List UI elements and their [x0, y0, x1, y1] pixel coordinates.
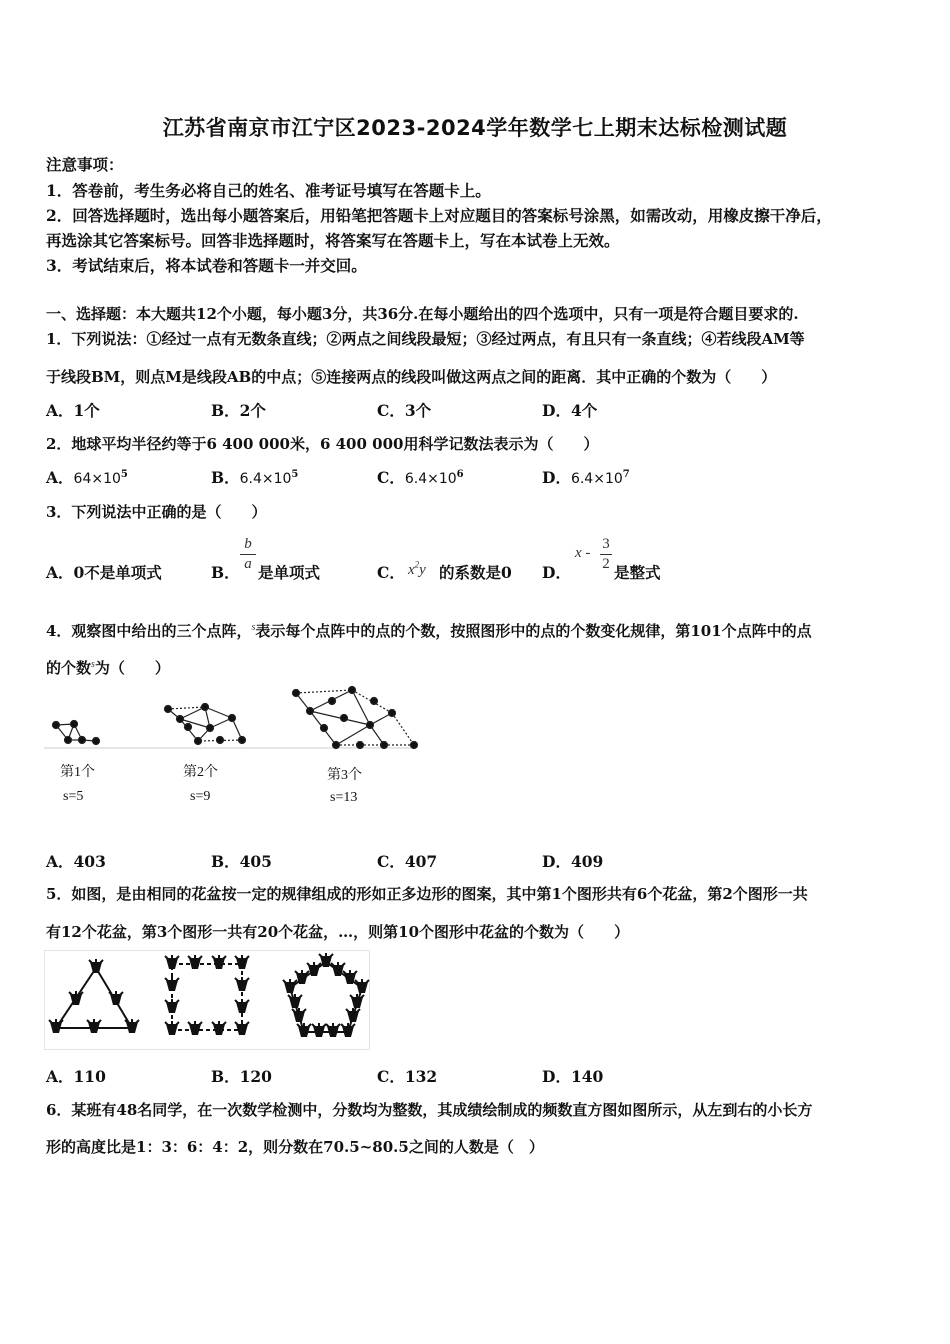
math-var: x [408, 562, 415, 578]
q4-option-c: C．407 [377, 852, 438, 871]
q5-option-b: B．120 [211, 1067, 272, 1086]
option-exponent: 6 [456, 468, 464, 480]
section-heading: 一、选择题：本大题共12个小题，每小题3分，共36分.在每小题给出的四个选项中，只有一项是符合题目要求的. [46, 305, 799, 323]
math-var: y [419, 562, 426, 578]
notice-item: 2．回答选择题时，选出每小题答案后，用铅笔把答题卡上对应题目的答案标号涂黑，如需改动，用橡皮擦干净后， [46, 206, 832, 225]
lattice-3 [293, 687, 418, 749]
math-var: s [91, 659, 95, 670]
fraction-denominator: 2 [602, 556, 610, 572]
q2-option-d [542, 466, 630, 488]
q5-option-a: A．110 [46, 1067, 106, 1086]
fraction-numerator: 3 [602, 536, 610, 552]
flowerpot-figure [44, 950, 370, 1050]
q3-option-a: A．0不是单项式 [46, 563, 162, 582]
lattice-1 [53, 721, 100, 745]
question-5-line: 5．如图，是由相同的花盆按一定的规律组成的形如正多边形的图案，其中第1个图形共有6个花盆，第2个图形一共 [46, 885, 808, 903]
q3-option-d-label: D． [542, 563, 571, 582]
q3-option-c-label: C． [377, 563, 405, 582]
option-label: B． [211, 468, 240, 487]
dot-lattice-figure [44, 685, 424, 755]
q3-option-b-fraction [240, 536, 256, 573]
lattice-1-caption: 第1个 [60, 765, 95, 780]
question-5-line: 有12个花盆，第3个图形一共有20个花盆，…，则第10个图形中花盆的个数为（ ） [46, 923, 630, 941]
text-span: 的个数 [46, 659, 92, 677]
notice-heading: 注意事项： [46, 155, 124, 174]
text-span: 表示每个点阵中的点的个数，按照图形中的点的个数变化规律，第101个点阵中的点 [255, 622, 812, 640]
question-6-line: 形的高度比是1：3：6：4：2，则分数在70.5~80.5之间的人数是（ ） [46, 1138, 544, 1156]
q3-option-c-expression [408, 559, 426, 579]
q1-option-b: B．2个 [211, 401, 266, 420]
option-exponent: 7 [622, 468, 630, 480]
fraction-denominator: a [244, 556, 252, 572]
q3-option-d-fraction [600, 536, 612, 573]
math-var: s [251, 622, 256, 633]
question-4-line [46, 620, 812, 641]
lattice-3-caption: 第3个 [327, 768, 362, 783]
option-exponent: 5 [291, 468, 299, 480]
fraction-numerator: b [244, 536, 252, 552]
notice-item: 3．考试结束后，将本试卷和答题卡一并交回。 [46, 256, 367, 275]
q1-option-c: C．3个 [377, 401, 432, 420]
q2-option-b [211, 466, 298, 488]
question-4-line [46, 657, 170, 678]
lattice-3-count: s=13 [330, 790, 358, 805]
text-span: 4．观察图中给出的三个点阵， [46, 622, 252, 640]
option-value: 6.4×10 [239, 471, 292, 487]
lattice-2-caption: 第2个 [183, 765, 218, 780]
notice-item: 再选涂其它答案标号。回答非选择题时，将答案写在答题卡上，写在本试卷上无效。 [46, 231, 620, 250]
fraction-bar [600, 554, 612, 555]
q3-option-b-label: B． [211, 563, 240, 582]
q4-option-a: A．403 [46, 852, 106, 871]
q1-option-a: A．1个 [46, 401, 100, 420]
q5-option-c: C．132 [377, 1067, 438, 1086]
page-title: 江苏省南京市江宁区2023-2024学年数学七上期末达标检测试题 [162, 116, 788, 140]
option-exponent: 5 [120, 468, 128, 480]
q4-option-b: B．405 [211, 852, 272, 871]
q3-option-d-expression: x - [575, 545, 591, 561]
math-exp: 2 [414, 559, 420, 570]
lattice-1-count: s=5 [63, 789, 84, 804]
q2-option-c [377, 466, 464, 488]
q2-option-a [46, 466, 128, 488]
lattice-2 [165, 704, 246, 745]
question-6-line: 6．某班有48名同学，在一次数学检测中，分数均为整数，其成绩绘制成的频数直方图如图所示，从左到右的小长方 [46, 1101, 813, 1119]
question-1-line: 1．下列说法：①经过一点有无数条直线；②两点之间线段最短；③经过两点，有且只有一条直线；④若线段AM等 [46, 330, 805, 348]
option-value: 6.4×10 [570, 471, 623, 487]
pattern-square [165, 955, 249, 1035]
fraction-bar [240, 554, 256, 555]
q1-option-d: D．4个 [542, 401, 598, 420]
question-1-line: 于线段BM，则点M是线段AB的中点；⑤连接两点的线段叫做这两点之间的距离．其中正确的个数为（ ） [46, 368, 777, 386]
q3-option-d-text: 是整式 [614, 563, 661, 582]
option-value: 64×10 [73, 471, 121, 487]
lattice-2-count: s=9 [190, 789, 211, 804]
option-label: C． [377, 468, 405, 487]
question-3-stem: 3．下列说法中正确的是（ ） [46, 503, 267, 521]
option-label: A． [46, 468, 74, 487]
pattern-triangle [49, 959, 139, 1033]
q5-option-d: D．140 [542, 1067, 604, 1086]
q4-option-d: D．409 [542, 852, 604, 871]
q3-option-b-text: 是单项式 [258, 563, 321, 582]
q3-option-c-text: 的系数是0 [439, 563, 512, 582]
notice-item: 1．答卷前，考生务必将自己的姓名、准考证号填写在答题卡上。 [46, 181, 491, 200]
pattern-pentagon [283, 953, 369, 1037]
option-label: D． [542, 468, 571, 487]
option-value: 6.4×10 [404, 471, 457, 487]
question-2-stem: 2．地球平均半径约等于6 400 000米，6 400 000用科学记数法表示为（ ） [46, 435, 599, 453]
text-span: 为（ ） [94, 659, 170, 677]
